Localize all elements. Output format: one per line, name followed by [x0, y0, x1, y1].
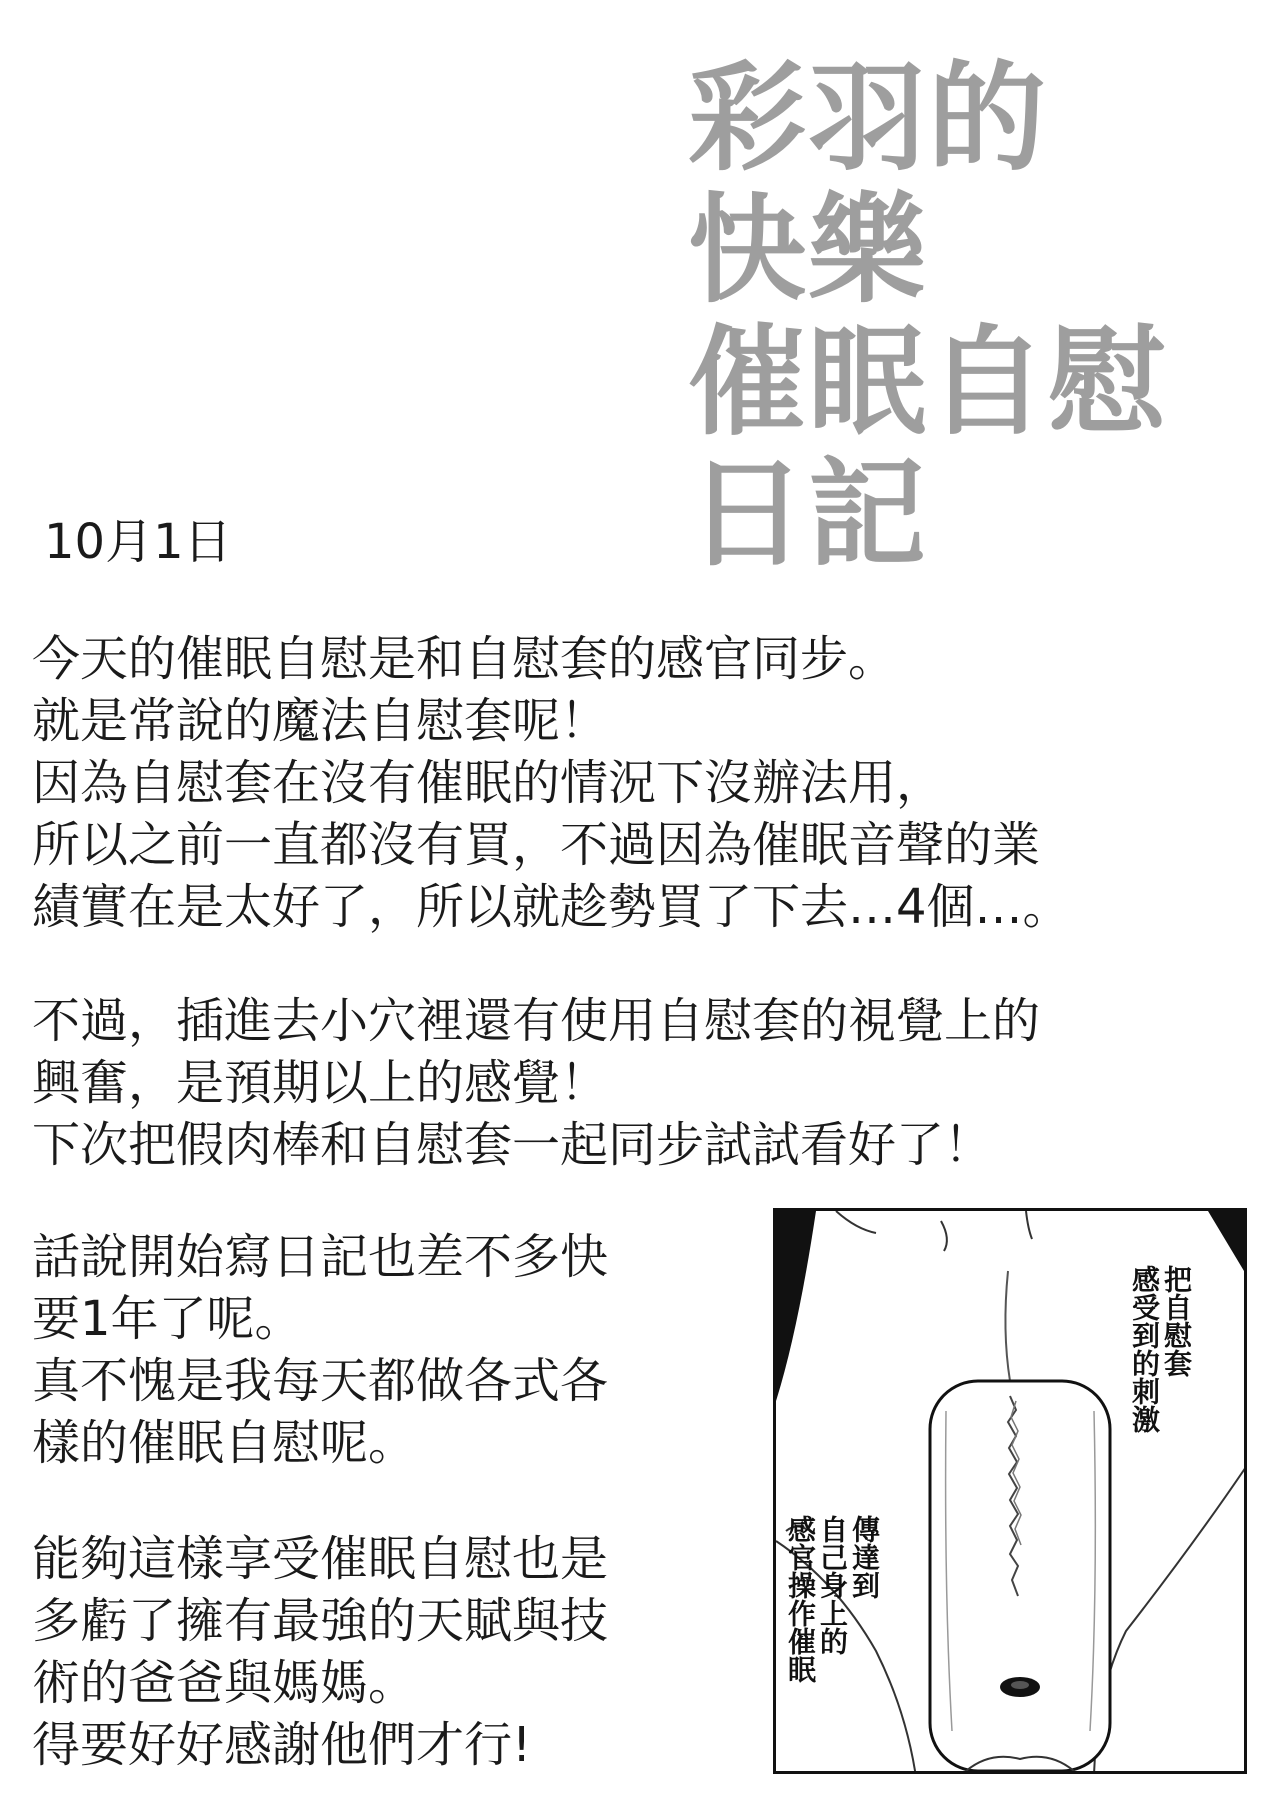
paragraph-line: 興奮，是預期以上的感覺！ [32, 1055, 609, 1111]
paragraph-4 [32, 1528, 608, 1776]
paragraph-line: 績實在是太好了，所以就趁勢買了下去…4個…。 [32, 879, 1071, 935]
paragraph-line: 樣的催眠自慰呢。 [32, 1415, 417, 1471]
paragraph-line: 所以之前一直都沒有買，不過因為催眠音聲的業 [32, 817, 1041, 873]
paragraph-line: 就是常說的魔法自慰套呢！ [32, 693, 609, 749]
left-shadow-shape [776, 1211, 816, 1401]
caption-column: 傳達到 [848, 1515, 881, 1599]
paragraph-1 [32, 628, 1071, 938]
caption-column: 感受到的刺激 [1128, 1265, 1161, 1433]
paragraph-line: 得要好好感謝他們才行! [32, 1717, 532, 1773]
paragraph-line: 能夠這樣享受催眠自慰也是 [32, 1531, 609, 1587]
caption-column: 自己身上的 [816, 1515, 849, 1655]
paragraph-line: 術的爸爸與媽媽。 [32, 1655, 417, 1711]
paragraph-line: 多虧了擁有最強的天賦與技 [32, 1593, 609, 1649]
illustration-panel [773, 1208, 1247, 1774]
paragraph-2 [32, 990, 1040, 1176]
title-line-1: 彩羽的 [688, 49, 1049, 187]
paragraph-3 [32, 1226, 608, 1474]
paragraph-line: 下次把假肉棒和自慰套一起同步試試看好了！ [32, 1117, 993, 1173]
title-line-3: 催眠自慰 [688, 313, 1169, 451]
paragraph-line: 今天的催眠自慰是和自慰套的感官同步。 [32, 631, 897, 687]
caption-column: 把自慰套 [1160, 1265, 1193, 1377]
speech-caption-left [784, 1515, 880, 1683]
title-line-2: 快樂 [688, 181, 929, 319]
title-line-4: 日記 [688, 445, 929, 583]
paragraph-line: 不過，插進去小穴裡還有使用自慰套的視覺上的 [32, 993, 1041, 1049]
caption-column: 感官操作催眠 [784, 1515, 817, 1683]
paragraph-line: 話說開始寫日記也差不多快 [32, 1229, 609, 1285]
diary-title [688, 49, 1248, 583]
entry-date: 10月1日 [44, 514, 232, 570]
right-shadow-shape [1208, 1211, 1247, 1281]
paragraph-line: 因為自慰套在沒有催眠的情況下沒辦法用， [32, 755, 945, 811]
sleeve-shape [930, 1381, 1110, 1771]
paragraph-line: 要1年了呢。 [32, 1291, 303, 1347]
speech-caption-right [1128, 1265, 1192, 1433]
paragraph-line: 真不愧是我每天都做各式各 [32, 1353, 609, 1409]
